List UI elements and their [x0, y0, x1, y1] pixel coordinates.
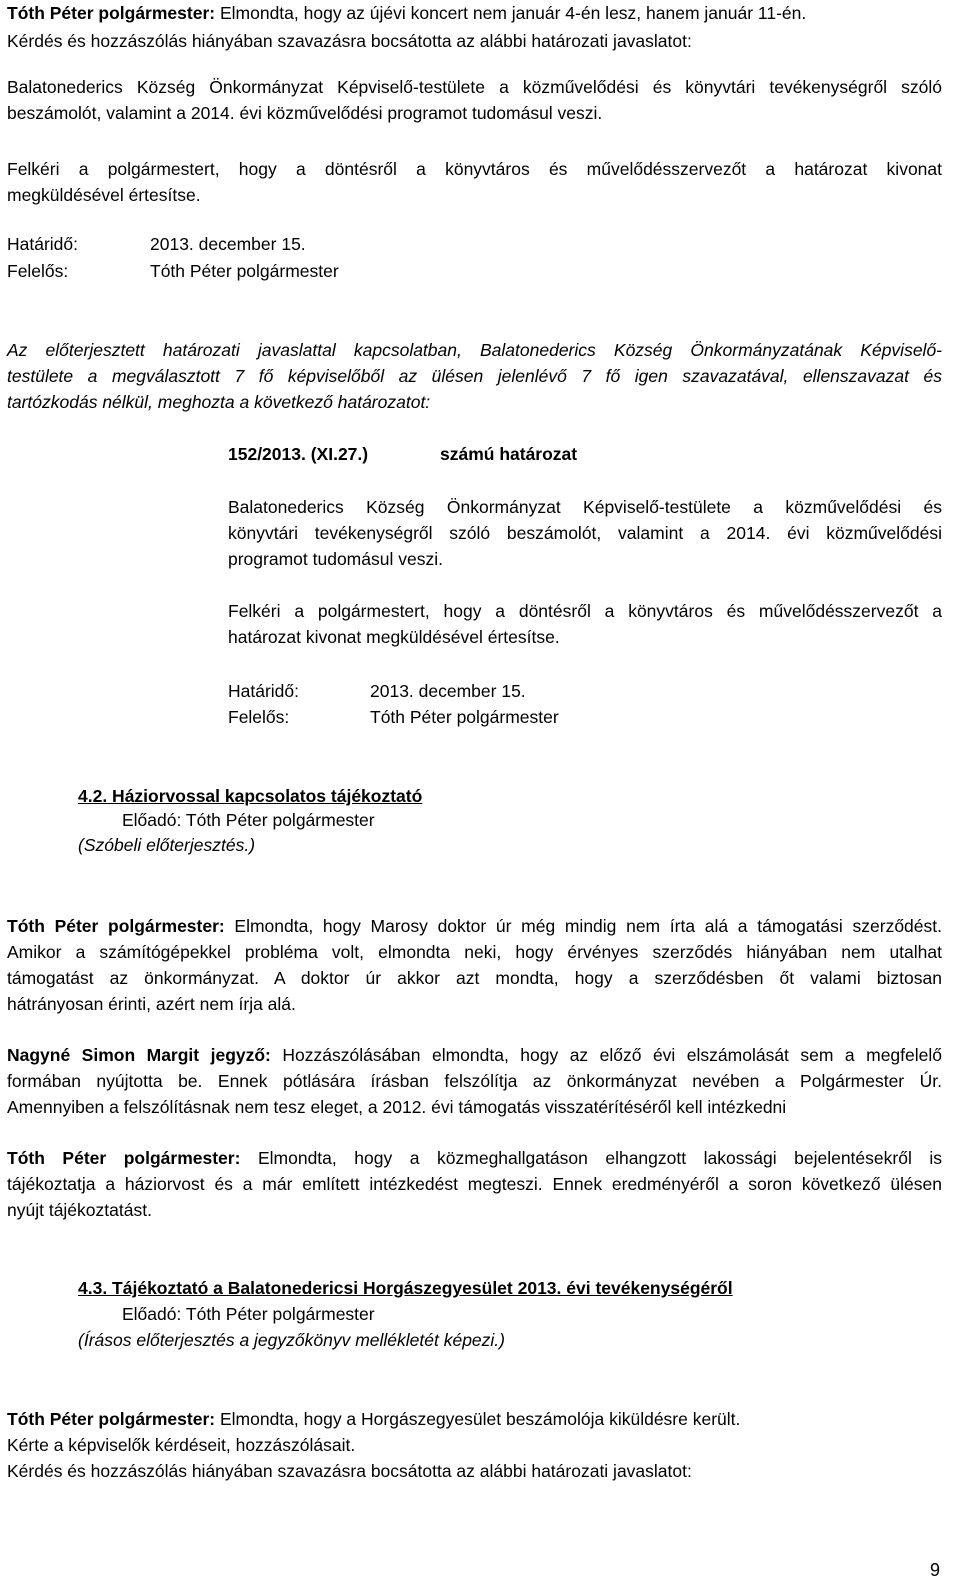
vote-result-line: Az előterjesztett határozati javaslattal kapcsolatban, Balatonederics Község Önkormányzatának Képviselő-: [7, 340, 942, 360]
speaker-statement: [7, 1150, 942, 1168]
statement-line: Kérte a képviselők kérdéseit, hozzászólásait.: [7, 1435, 356, 1455]
deadline-value: 2013. december 15.: [150, 234, 306, 254]
vote-intro: Kérdés és hozzászólás hiányában szavazásra bocsátotta az alábbi határozati javaslatot:: [7, 31, 692, 51]
speaker-statement: [7, 1411, 740, 1429]
speaker-name: Tóth Péter polgármester:: [7, 3, 216, 23]
statement-line: támogatást az önkormányzat. A doktor úr akkor azt mondta, hogy a szerződésben őt valami biztosan: [7, 968, 942, 988]
statement-text: Elmondta, hogy a Horgászegyesület beszámolója kiküldésre került.: [215, 1409, 741, 1429]
responsible-value: Tóth Péter polgármester: [370, 707, 559, 727]
section-heading: 4.2. Háziorvossal kapcsolatos tájékoztató: [78, 786, 423, 806]
section-note: (Írásos előterjesztés a jegyzőkönyv mellékletét képezi.): [78, 1330, 505, 1350]
proposal-line: Felkéri a polgármestert, hogy a döntésről a könyvtáros és művelődésszervezőt a határozat kivonat: [7, 159, 942, 179]
responsible-label: Felelős:: [7, 261, 69, 281]
speaker-name: Tóth Péter polgármester:: [7, 1148, 241, 1168]
statement-text: Hozzászólásában elmondta, hogy az előző évi elszámolását sem a megfelelő: [270, 1045, 942, 1065]
statement-line: tájékoztatja a háziorvost és a már említett intézkedést megteszi. Ennek eredményéről a soron következő ülésen: [7, 1174, 942, 1194]
vote-intro: Kérdés és hozzászólás hiányában szavazásra bocsátotta az alábbi határozati javaslatot:: [7, 1461, 692, 1481]
speaker-name: Tóth Péter polgármester:: [7, 1409, 216, 1429]
deadline-value: 2013. december 15.: [370, 681, 526, 701]
responsible-value: Tóth Péter polgármester: [150, 261, 339, 281]
resolution-line: Balatonederics Község Önkormányzat Képviselő-testülete a közművelődési és: [228, 497, 942, 517]
deadline-label: Határidő:: [228, 681, 300, 701]
statement-text: Elmondta, hogy Marosy doktor úr még mindig nem írta alá a támogatási szerződést.: [224, 916, 942, 936]
speaker-statement: [7, 1047, 942, 1065]
statement-text: Elmondta, hogy az újévi koncert nem január 4-én lesz, hanem január 11-én.: [215, 3, 807, 23]
section-presenter: Előadó: Tóth Péter polgármester: [122, 1304, 375, 1324]
proposal-line: Balatonederics Község Önkormányzat Képviselő-testülete a közművelődési és könyvtári tevékenységről szóló: [7, 77, 942, 97]
statement-text: Elmondta, hogy a közmeghallgatáson elhangzott lakossági bejelentésekről is: [240, 1148, 942, 1168]
speaker-name: Tóth Péter polgármester:: [7, 916, 225, 936]
responsible-label: Felelős:: [228, 707, 290, 727]
statement-line: Amikor a számítógépekkel probléma volt, elmondta neki, hogy érvényes szerződés hiányában nem utalhat: [7, 942, 942, 962]
resolution-line: könyvtári tevékenységről szóló beszámolót, valamint a 2014. évi közművelődési: [228, 523, 942, 543]
statement-line: formában nyújtotta be. Ennek pótlására írásban felszólítja az önkormányzat nevében a Polgármester Úr.: [7, 1071, 942, 1091]
speaker-statement: [7, 918, 942, 936]
deadline-label: Határidő:: [7, 234, 79, 254]
statement-line: Amennyiben a felszólításnak nem tesz eleget, a 2012. évi támogatás visszatérítéséről kell intézkedni: [7, 1097, 787, 1117]
resolution-number: 152/2013. (XI.27.): [228, 444, 369, 464]
speaker-name: Nagyné Simon Margit jegyző:: [7, 1045, 271, 1065]
section-note: (Szóbeli előterjesztés.): [78, 835, 256, 855]
speaker-statement: [7, 5, 806, 23]
resolution-line: Felkéri a polgármestert, hogy a döntésről a könyvtáros és művelődésszervezőt a: [228, 601, 942, 621]
vote-result-line: tartózkodás nélkül, meghozta a következő határozatot:: [7, 392, 431, 412]
section-presenter: Előadó: Tóth Péter polgármester: [122, 810, 375, 830]
statement-line: nyújt tájékoztatást.: [7, 1200, 152, 1220]
section-heading: 4.3. Tájékoztató a Balatonedericsi Horgászegyesület 2013. évi tevékenységéről: [78, 1278, 733, 1298]
proposal-line: beszámolót, valamint a 2014. évi közművelődési programot tudomásul veszi.: [7, 103, 603, 123]
vote-result-line: testülete a megválasztott 7 fő képviselőből az ülésen jelenlévő 7 fő igen szavazatával, ellenszavazat és: [7, 366, 942, 386]
resolution-line: határozat kivonat megküldésével értesítse.: [228, 627, 560, 647]
resolution-title: számú határozat: [440, 444, 578, 464]
proposal-line: megküldésével értesítse.: [7, 185, 201, 205]
statement-line: hátrányosan érinti, azért nem írja alá.: [7, 994, 296, 1014]
resolution-line: programot tudomásul veszi.: [228, 549, 443, 569]
page-number: 9: [929, 1560, 940, 1580]
